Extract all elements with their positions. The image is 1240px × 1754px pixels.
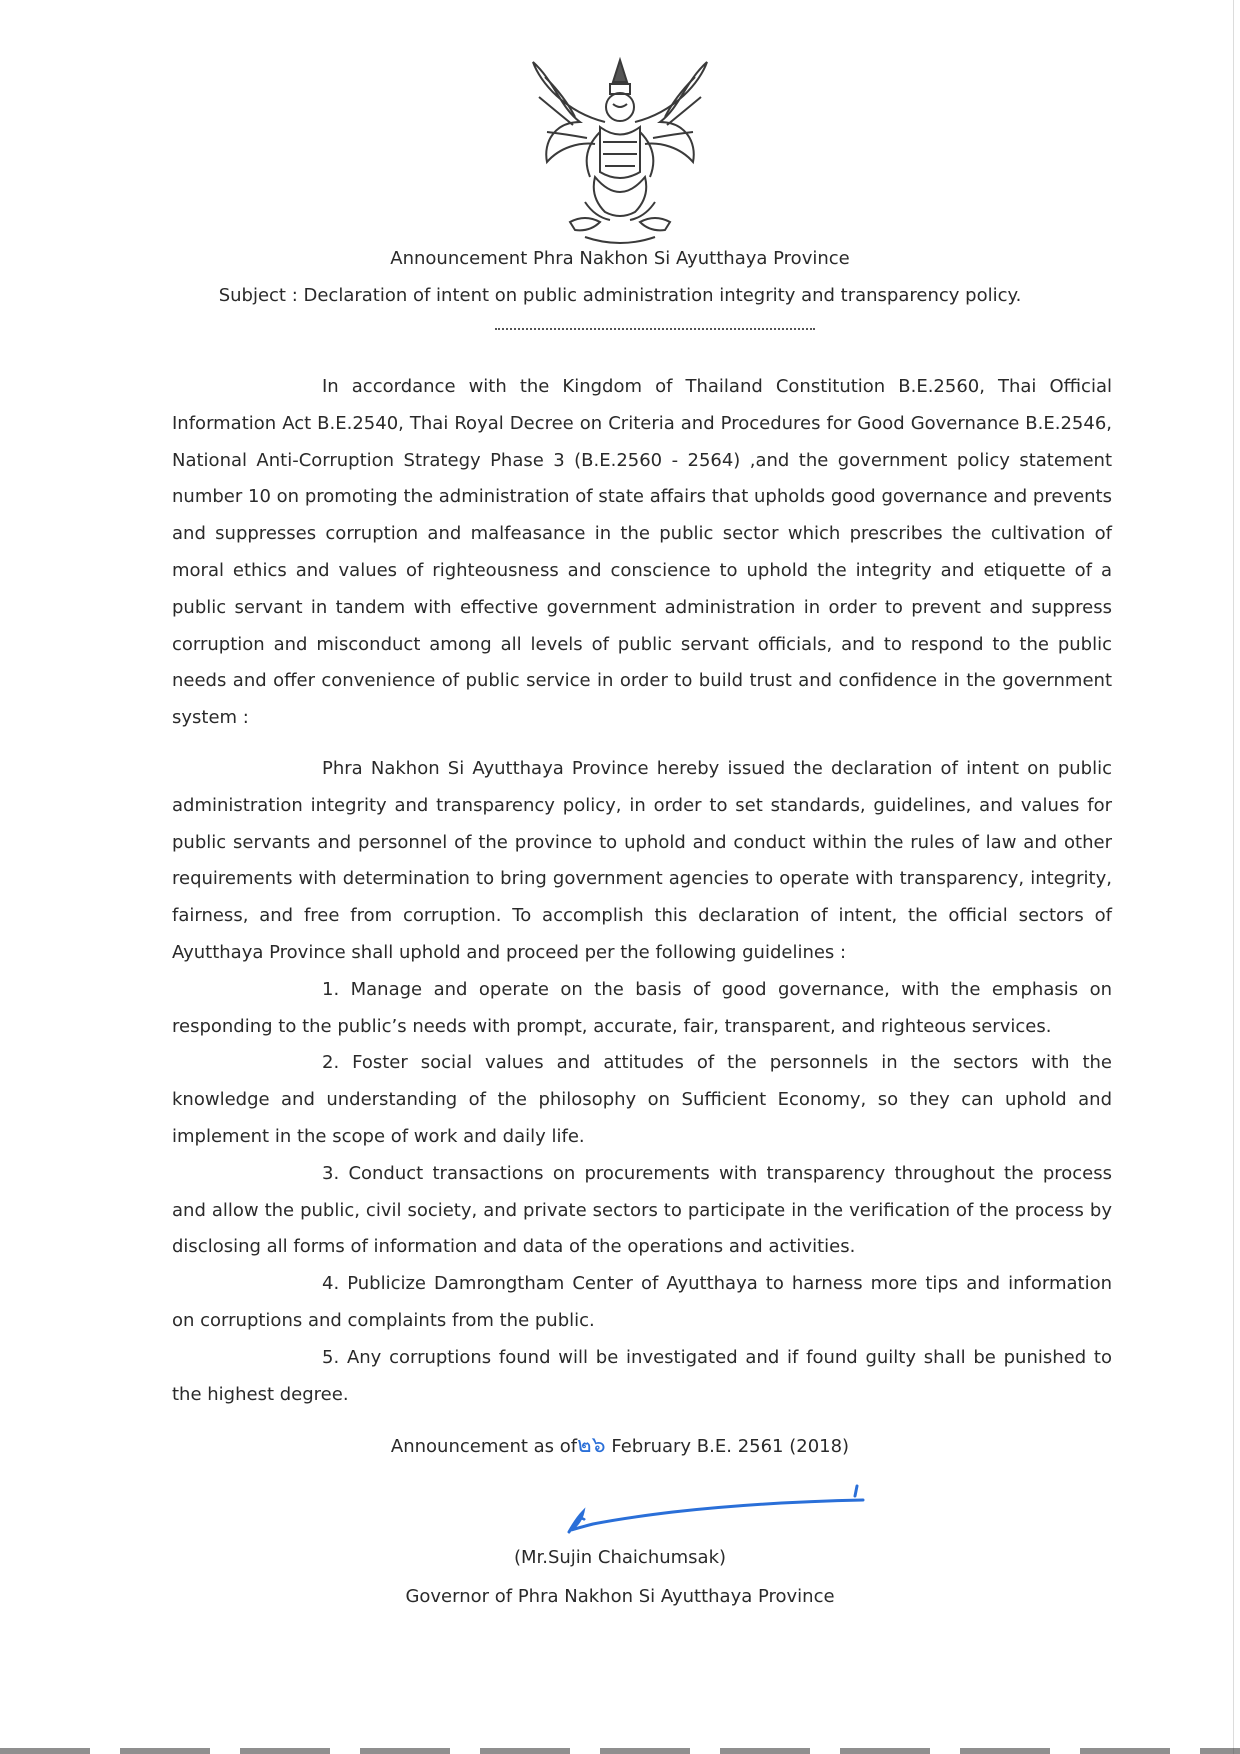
guideline-item: 2. Foster social values and attitudes of the personnels in the sectors with the knowledge and understanding of the philosophy on Sufficient Economy, so they can uphold and implement in the scope of work and daily life. bbox=[172, 1052, 1112, 1147]
scan-edge-line bbox=[1233, 0, 1234, 1754]
announcement-title: Announcement Phra Nakhon Si Ayutthaya Province bbox=[390, 248, 850, 269]
guideline-item: 5. Any corruptions found will be investigated and if found guilty shall be punished to the highest degree. bbox=[172, 1346, 1112, 1405]
document-body bbox=[172, 369, 1112, 1413]
paragraph: In accordance with the Kingdom of Thailand Constitution B.E.2560, Thai Official Information Act B.E.2540, Thai Royal Decree on Criteria and Procedures for Good Governance B.E.2546, National Anti-Corruption Strategy Phase 3 (B.E.2560 - 2564) ,and the government policy statement number 10 on promoting the administration of state affairs that upholds good governance and prevents and suppresses corruption and malfeasance in the public sector which prescribes the cultivation of moral ethics and values of righteousness and conscience to uphold the integrity and etiquette of a public servant in tandem with effective government administration in order to prevent and suppress corruption and misconduct among all levels of public servant officials, and to respond to the public needs and offer convenience of public service in order to build trust and confidence in the government system : bbox=[172, 376, 1112, 729]
date-suffix: February B.E. 2561 (2018) bbox=[611, 1436, 850, 1457]
guideline-item: 4. Publicize Damrongtham Center of Ayutthaya to harness more tips and information on corruptions and complaints from the public. bbox=[172, 1273, 1112, 1331]
guideline-item: 3. Conduct transactions on procurements with transparency throughout the process and allow the public, civil society, and private sectors to participate in the verification of the process by disclosing all forms of information and data of the operations and activities. bbox=[172, 1162, 1112, 1258]
signer-name: (Mr.Sujin Chaichumsak) bbox=[513, 1547, 727, 1568]
subject-line: Subject : Declaration of intent on public administration integrity and transparency policy. bbox=[218, 285, 1022, 306]
scan-edge-dashes bbox=[0, 1748, 1240, 1754]
garuda-emblem-icon bbox=[525, 52, 715, 252]
dotted-divider bbox=[495, 328, 815, 330]
handwritten-signature-icon bbox=[555, 1478, 875, 1548]
guideline-item: 1. Manage and operate on the basis of good governance, with the emphasis on responding to the public’s needs with prompt, accurate, fair, transparent, and righteous services. bbox=[172, 978, 1112, 1037]
announcement-date bbox=[0, 1427, 1240, 1462]
date-prefix: Announcement as of bbox=[390, 1436, 578, 1457]
handwritten-day: ๒๖ bbox=[577, 1433, 606, 1458]
paragraph: Phra Nakhon Si Ayutthaya Province hereby issued the declaration of intent on public administration integrity and transparency policy, in order to set standards, guidelines, and values for public servants and personnel of the province to uphold and conduct within the rules of law and other requirements with determination to bring government agencies to operate with transparency, integrity, fairness, and free from corruption. To accomplish this declaration of intent, the official sectors of Ayutthaya Province shall uphold and proceed per the following guidelines : bbox=[172, 757, 1112, 963]
signer-title: Governor of Phra Nakhon Si Ayutthaya Province bbox=[405, 1586, 835, 1607]
